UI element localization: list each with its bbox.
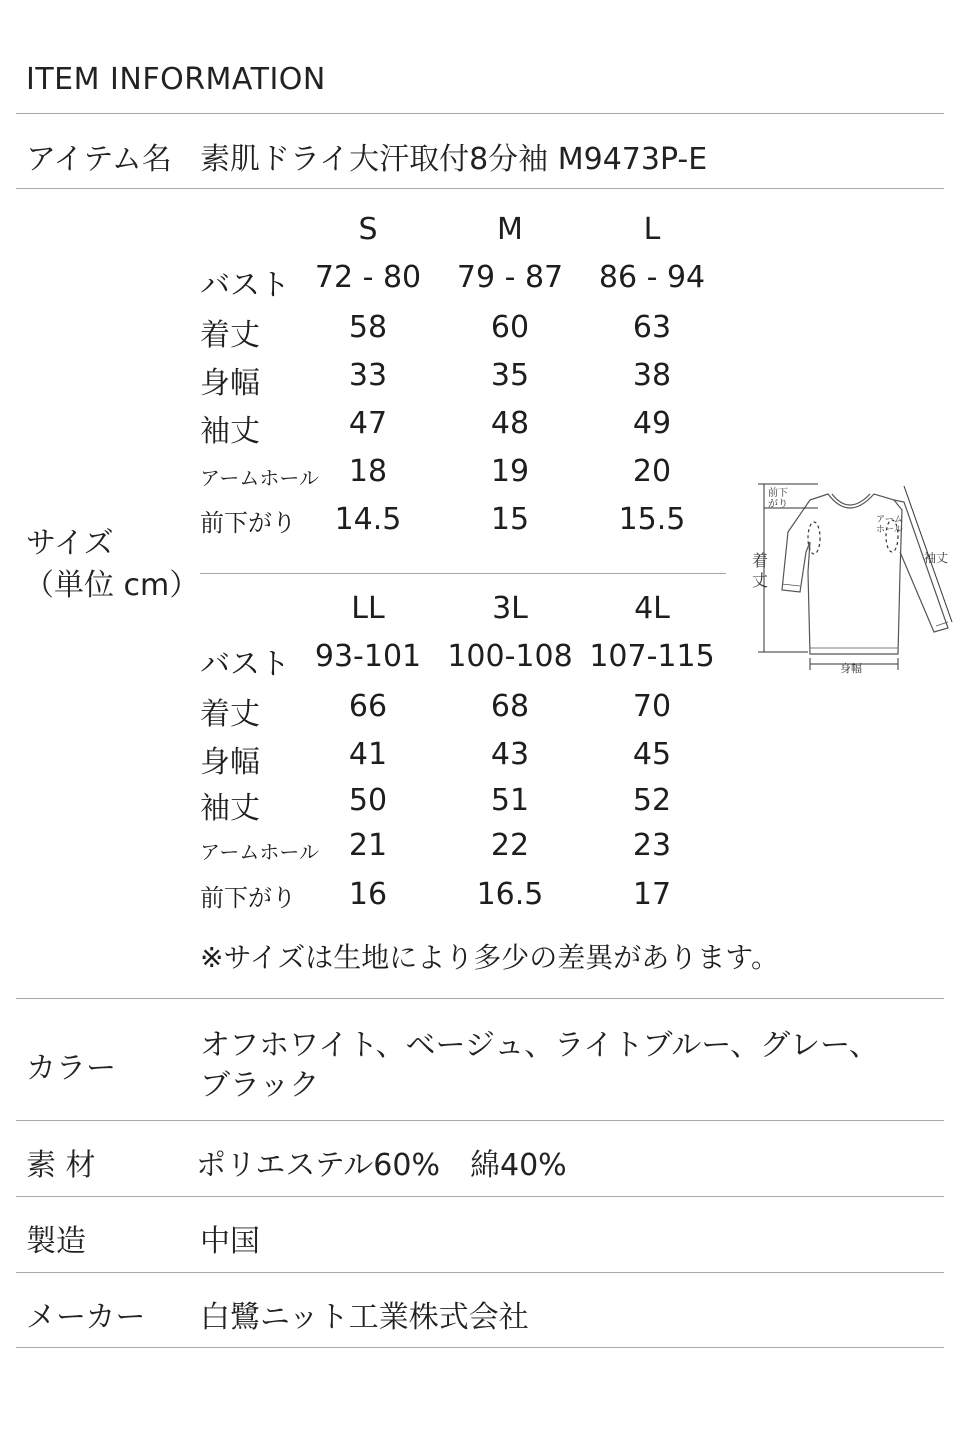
row-label-front-drop: 前下がり bbox=[200, 884, 296, 912]
table-cell: 23 bbox=[632, 828, 672, 863]
table-cell: 63 bbox=[632, 310, 672, 345]
size-label: サイズ bbox=[26, 526, 114, 561]
table-cell: 20 bbox=[632, 454, 672, 489]
row-label-width: 身幅 bbox=[200, 745, 260, 780]
size-header-4l: 4L bbox=[634, 591, 670, 626]
divider bbox=[16, 1196, 944, 1197]
item-name-label: アイテム名 bbox=[26, 142, 172, 177]
table-cell: 68 bbox=[490, 689, 530, 724]
table-cell: 33 bbox=[348, 358, 388, 393]
table-cell: 79 - 87 bbox=[456, 260, 564, 295]
table-cell: 16.5 bbox=[476, 877, 544, 912]
size-unit-label: （単位 cm） bbox=[24, 568, 200, 603]
table-cell: 49 bbox=[632, 406, 672, 441]
table-cell: 51 bbox=[490, 783, 530, 818]
divider bbox=[16, 1120, 944, 1121]
table-cell: 43 bbox=[490, 737, 530, 772]
row-label-sleeve: 袖丈 bbox=[200, 791, 260, 826]
table-cell: 15.5 bbox=[618, 502, 686, 537]
table-cell: 15 bbox=[490, 502, 530, 537]
size-header-ll: LL bbox=[351, 591, 385, 626]
table-cell: 52 bbox=[632, 783, 672, 818]
table-cell: 47 bbox=[348, 406, 388, 441]
row-label-bust: バスト bbox=[200, 647, 290, 682]
size-table-divider bbox=[200, 573, 726, 574]
item-name-value: 素肌ドライ大汗取付8分袖 M9473P-E bbox=[200, 142, 708, 177]
table-cell: 72 - 80 bbox=[314, 260, 422, 295]
origin-value: 中国 bbox=[200, 1224, 260, 1259]
divider bbox=[16, 188, 944, 189]
row-label-armhole: アームホール bbox=[200, 840, 319, 864]
table-cell: 58 bbox=[348, 310, 388, 345]
table-cell: 50 bbox=[348, 783, 388, 818]
divider bbox=[16, 1272, 944, 1273]
table-cell: 41 bbox=[348, 737, 388, 772]
table-cell: 93-101 bbox=[314, 639, 422, 674]
size-header-s: S bbox=[358, 212, 378, 247]
label-armhole-2: ホール bbox=[876, 525, 903, 535]
section-title: ITEM INFORMATION bbox=[26, 62, 326, 97]
label-armhole-1: アーム bbox=[876, 515, 903, 525]
table-cell: 100-108 bbox=[447, 639, 573, 674]
label-length-1: 着 bbox=[752, 551, 769, 570]
divider bbox=[16, 113, 944, 114]
size-header-3l: 3L bbox=[492, 591, 528, 626]
table-cell: 19 bbox=[490, 454, 530, 489]
divider bbox=[16, 998, 944, 999]
table-cell: 60 bbox=[490, 310, 530, 345]
material-label: 素 材 bbox=[26, 1148, 96, 1183]
label-length-2: 丈 bbox=[752, 571, 769, 590]
table-cell: 17 bbox=[632, 877, 672, 912]
label-sleeve: 袖丈 bbox=[924, 551, 949, 565]
table-cell: 48 bbox=[490, 406, 530, 441]
color-value-line2: ブラック bbox=[200, 1068, 320, 1103]
size-header-l: L bbox=[643, 212, 661, 247]
maker-label: メーカー bbox=[26, 1300, 146, 1335]
maker-value: 白鷺ニット工業株式会社 bbox=[200, 1300, 529, 1335]
origin-label: 製造 bbox=[26, 1224, 86, 1259]
table-cell: 86 - 94 bbox=[598, 260, 706, 295]
table-cell: 22 bbox=[490, 828, 530, 863]
table-cell: 35 bbox=[490, 358, 530, 393]
size-note: ※サイズは生地により多少の差異があります。 bbox=[200, 941, 779, 974]
divider bbox=[16, 1347, 944, 1348]
table-cell: 16 bbox=[348, 877, 388, 912]
row-label-armhole: アームホール bbox=[200, 466, 319, 490]
table-cell: 107-115 bbox=[589, 639, 715, 674]
garment-diagram bbox=[748, 472, 958, 682]
left-sleeve bbox=[782, 500, 810, 592]
row-label-sleeve: 袖丈 bbox=[200, 414, 260, 449]
row-label-front-drop: 前下がり bbox=[200, 509, 296, 537]
table-cell: 38 bbox=[632, 358, 672, 393]
row-label-length: 着丈 bbox=[200, 318, 260, 353]
row-label-length: 着丈 bbox=[200, 697, 260, 732]
label-front-drop-1: 前下 bbox=[768, 488, 788, 499]
label-width: 身幅 bbox=[840, 662, 862, 675]
row-label-width: 身幅 bbox=[200, 366, 260, 401]
label-front-drop-2: がり bbox=[768, 499, 788, 510]
table-cell: 21 bbox=[348, 828, 388, 863]
table-cell: 14.5 bbox=[334, 502, 402, 537]
material-value: ポリエステル60% 綿40% bbox=[196, 1148, 567, 1183]
color-label: カラー bbox=[26, 1051, 116, 1086]
table-cell: 66 bbox=[348, 689, 388, 724]
table-cell: 45 bbox=[632, 737, 672, 772]
size-header-m: M bbox=[497, 212, 523, 247]
row-label-bust: バスト bbox=[200, 268, 290, 303]
color-value-line1: オフホワイト、ベージュ、ライトブルー、グレー、 bbox=[200, 1028, 879, 1063]
table-cell: 70 bbox=[632, 689, 672, 724]
table-cell: 18 bbox=[348, 454, 388, 489]
